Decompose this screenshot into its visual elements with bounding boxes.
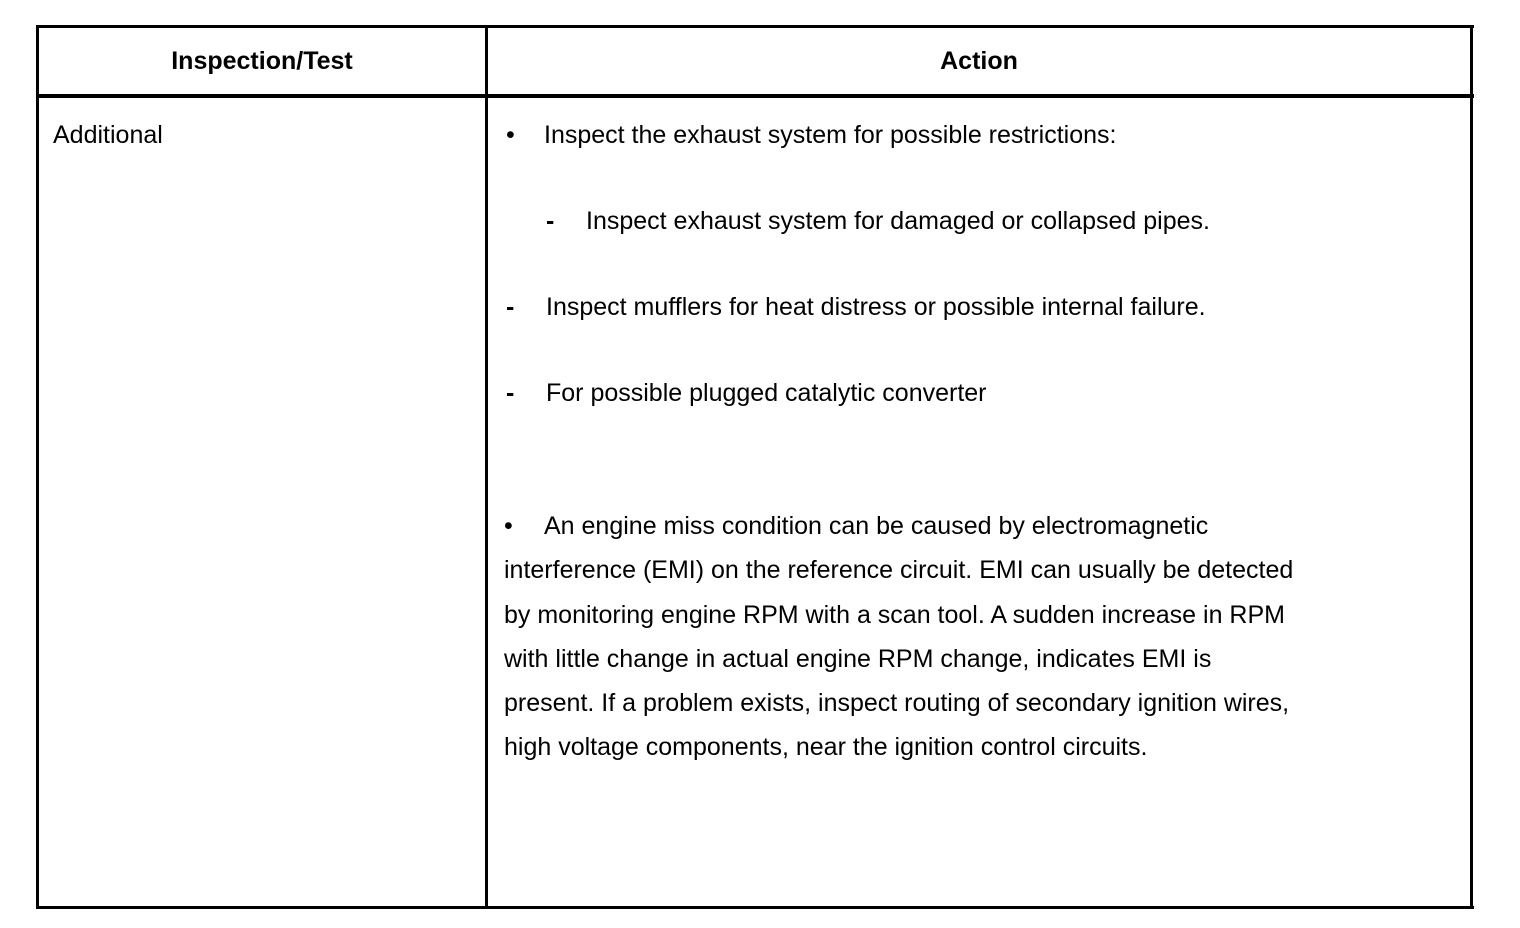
dash-marker: - bbox=[546, 207, 555, 235]
dash-marker: - bbox=[506, 293, 515, 321]
paragraph-line bbox=[504, 504, 1404, 548]
bullet-marker: • bbox=[504, 512, 513, 540]
emi-paragraph bbox=[504, 504, 1404, 770]
dash-marker: - bbox=[506, 379, 515, 407]
table-bottom-border bbox=[36, 906, 1474, 909]
table-left-border bbox=[36, 25, 39, 909]
action-item-4: For possible plugged catalytic converter bbox=[546, 379, 987, 407]
table-right-border bbox=[1470, 25, 1473, 909]
paragraph-line: by monitoring engine RPM with a scan tool. A sudden increase in RPM bbox=[504, 600, 1285, 629]
diagnostic-table bbox=[36, 25, 1474, 910]
header-action-label: Action bbox=[940, 46, 1018, 75]
action-item-2: Inspect exhaust system for damaged or collapsed pipes. bbox=[586, 207, 1210, 235]
paragraph-line: with little change in actual engine RPM change, indicates EMI is bbox=[504, 644, 1212, 673]
paragraph-line: present. If a problem exists, inspect routing of secondary ignition wires, bbox=[504, 689, 1290, 718]
bullet-marker: • bbox=[506, 121, 515, 149]
header-bottom-border bbox=[36, 94, 1474, 98]
header-inspection-test-label: Inspection/Test bbox=[171, 46, 353, 75]
header-action bbox=[488, 28, 1470, 94]
column-divider bbox=[485, 25, 488, 909]
paragraph-line: interference (EMI) on the reference circuit. EMI can usually be detected bbox=[504, 556, 1294, 585]
action-item-3: Inspect mufflers for heat distress or possible internal failure. bbox=[546, 293, 1206, 321]
paragraph-line-text: An engine miss condition can be caused by electromagnetic bbox=[544, 512, 1209, 540]
inspection-cell: Additional bbox=[53, 121, 163, 149]
paragraph-line: high voltage components, near the ignition control circuits. bbox=[504, 733, 1148, 762]
action-item-1: Inspect the exhaust system for possible restrictions: bbox=[544, 121, 1117, 149]
header-inspection-test bbox=[39, 28, 485, 94]
